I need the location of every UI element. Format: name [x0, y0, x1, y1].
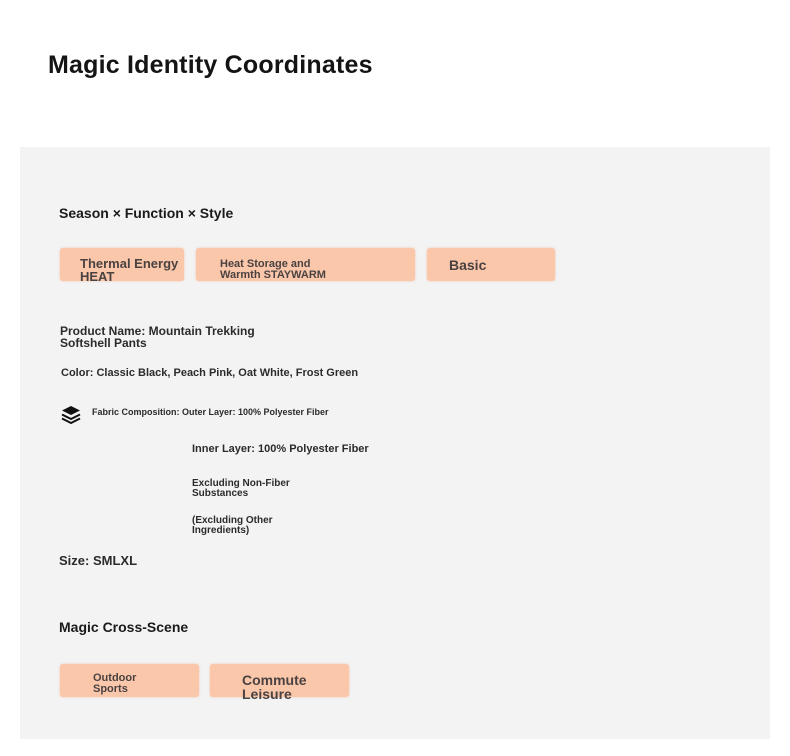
- product-color: Color: Classic Black, Peach Pink, Oat White, Frost Green: [61, 367, 359, 379]
- fabric-composition: Fabric Composition: Outer Layer: 100% Polyester Fiber: [92, 407, 329, 417]
- tag-heat-storage: Heat Storage and Warmth STAYWARM: [196, 248, 415, 281]
- content-panel: [20, 147, 770, 739]
- tag-basic: Basic: [427, 248, 555, 281]
- fabric-note-non-fiber: Excluding Non-Fiber Substances: [192, 478, 290, 499]
- tag-commute-leisure: Commute Leisure: [210, 664, 349, 697]
- tag-thermal-energy: Thermal Energy HEAT: [60, 248, 184, 281]
- layers-icon: [61, 405, 81, 425]
- page-title: Magic Identity Coordinates: [48, 51, 373, 79]
- product-name: Product Name: Mountain Trekking Softshell Pants: [60, 324, 255, 350]
- fabric-note-other-ingredients: (Excluding Other Ingredients): [192, 515, 273, 536]
- fabric-inner-layer: Inner Layer: 100% Polyester Fiber: [192, 443, 369, 455]
- season-function-style-heading: Season × Function × Style: [59, 205, 234, 221]
- cross-scene-heading: Magic Cross-Scene: [59, 619, 189, 635]
- tag-outdoor-sports: Outdoor Sports: [60, 664, 199, 697]
- product-size: Size: SMLXL: [59, 553, 138, 568]
